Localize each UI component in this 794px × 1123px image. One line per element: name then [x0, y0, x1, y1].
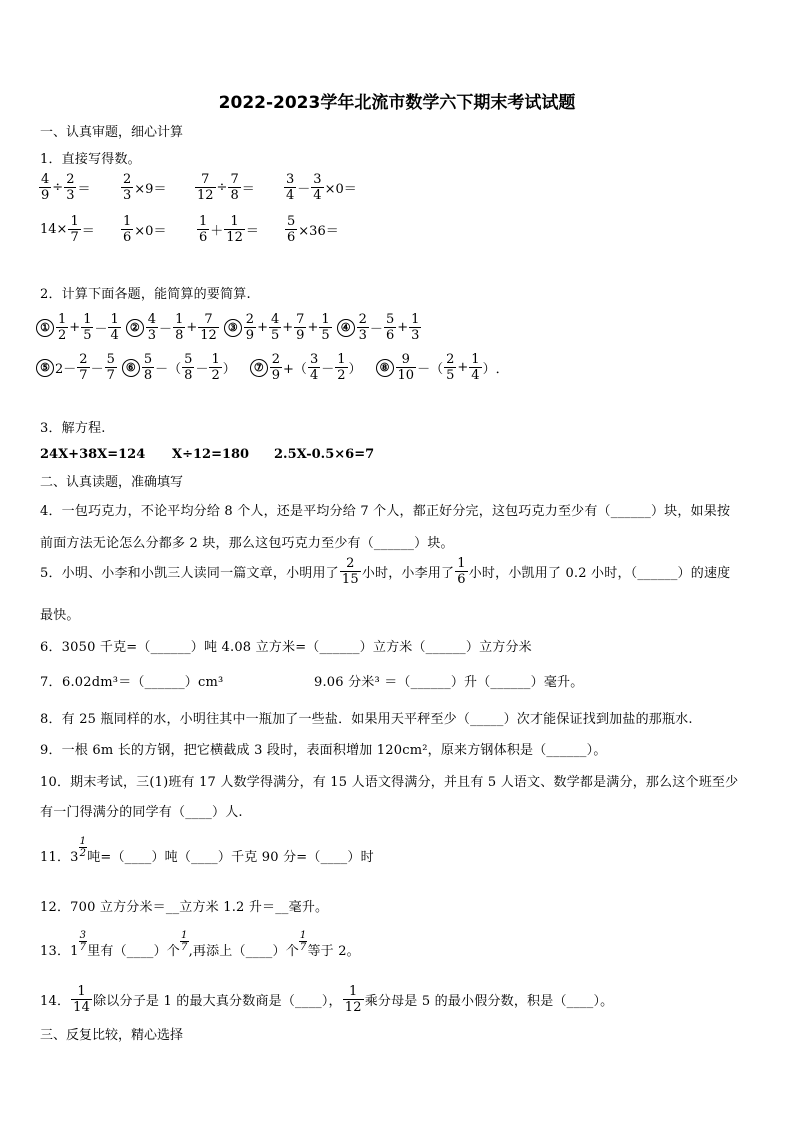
- q2-row-2: ⑤ 2－ $\frac{2}{7}$ － $\frac{5}{7}$ ⑥ $\frac{5}{8}$ －（ $\frac{5}{8}$ － $\frac{1}{2}$ ） ⑦ $\frac{2}{9}$ +（ $\frac{3}{4}$ － $\frac{1}{2}$ ） ⑧ $\frac{9}{10}$ －（ $\frac{2}{5}$ + $\frac{1}{4}$ ） ．: [36, 352, 509, 383]
- section-1-heading: 一、认真审题，细心计算: [40, 125, 184, 140]
- question-2-label: 2．计算下面各题，能简算的要简算.: [40, 287, 251, 302]
- fraction: $\frac{1}{6}$: [199, 214, 208, 245]
- question-10-line-2: 有一门得满分的同学有（____）人.: [40, 805, 243, 820]
- page-title: 2022-2023学年北流市数学六下期末考试试题: [218, 93, 576, 113]
- item-marker-1: ①: [36, 319, 54, 337]
- q1-row-2-item-2: $\frac{1}{6}$ ×0＝: [123, 214, 167, 245]
- question-1-label: 1．直接写得数。: [40, 152, 141, 167]
- q2-row-1: ① $\frac{1}{2}$ + $\frac{1}{5}$ － $\frac{1}{4}$ ② $\frac{4}{3}$ － $\frac{1}{8}$ + $\frac{7}{12}$ ③ $\frac{2}{9}$ + $\frac{4}{5}$ + $\frac{7}{9}$ + $\frac{1}{5}$ ④ $\frac{2}{3}$ － $\frac{5}{6}$ + $\frac{1}{3}$: [36, 312, 422, 343]
- section-2-heading: 二、认真读题，准确填写: [40, 475, 184, 490]
- q1-row-2-item-3: $\frac{1}{6}$ ＋ $\frac{1}{12}$ ＝: [199, 214, 259, 245]
- question-7-part-1: 6.02dm³＝（______）cm³: [62, 675, 224, 690]
- question-3-label: 3．解方程.: [40, 421, 106, 436]
- q1-row-1-item-2: $\frac{2}{3}$ ×9＝: [123, 172, 167, 203]
- fraction: $\frac{1}{14}$: [73, 984, 91, 1015]
- question-5-line-2: 最快。: [40, 608, 80, 623]
- question-10-line-1: 10．期末考试，三(1)班有 17 人数学得满分，有 15 人语文得满分，并且有 5 人语文、数学都是满分，那么这个班至少: [40, 775, 739, 790]
- fraction: $\frac{3}{7}$: [79, 930, 87, 953]
- fraction: $\frac{4}{9}$: [41, 172, 50, 203]
- fraction: $\frac{2}{3}$: [123, 172, 132, 203]
- fraction: $\frac{1}{12}$: [226, 214, 243, 245]
- q1-row-1: $\frac{4}{9}$ ÷ $\frac{2}{3}$ ＝: [41, 172, 91, 203]
- equation-2: X÷12=180: [172, 447, 250, 462]
- question-14: 14． $\frac{1}{14}$ 除以分子是 1 的最大真分数商是（____）， $\frac{1}{12}$ 乘分母是 5 的最小假分数，积是（____）。: [40, 984, 614, 1015]
- fraction: $\frac{7}{12}$: [197, 172, 214, 203]
- item-marker-5: ⑤: [36, 359, 54, 377]
- question-4-line-1: 4．一包巧克力，不论平均分给 8 个人，还是平均分给 7 个人，都正好分完，这包巧克力至少有（______）块，如果按: [40, 504, 731, 519]
- fraction: $\frac{1}{7}$: [181, 930, 188, 953]
- question-7-number: 7．: [40, 675, 62, 690]
- fraction: $\frac{1}{2}$: [79, 836, 87, 859]
- fraction: $\frac{1}{6}$: [457, 556, 466, 587]
- item-marker-7: ⑦: [250, 359, 268, 377]
- q1-row-1-item-4: $\frac{3}{4}$ － $\frac{3}{4}$ ×0＝: [286, 172, 357, 203]
- fraction: $\frac{2}{15}$: [341, 556, 359, 587]
- question-9: 9．一根 6m 长的方钢，把它横截成 3 段时，表面积增加 120cm²，原来方钢体积是（______）。: [40, 743, 607, 758]
- question-4-line-2: 前面方法无论怎么分都多 2 块，那么这包巧克力至少有（______）块。: [40, 536, 454, 551]
- fraction: $\frac{2}{3}$: [66, 172, 75, 203]
- question-11: 11．3 $\frac{1}{2}$ 吨=（____）吨（____）千克 90 分=（____）时: [40, 836, 374, 865]
- item-marker-3: ③: [224, 319, 242, 337]
- fraction: $\frac{1}{7}$: [299, 930, 307, 953]
- question-12: 12．700 立方分米＝__立方米 1.2 升＝__毫升。: [40, 900, 329, 915]
- item-marker-2: ②: [126, 319, 144, 337]
- question-6: 6．3050 千克=（______）吨 4.08 立方米=（______）立方米（______）立方分米: [40, 640, 532, 655]
- question-7-part-2: 9.06 分米³ ＝（______）升（______）毫升。: [314, 675, 584, 690]
- equation-3: 2.5X-0.5×6=7: [274, 447, 375, 462]
- question-8: 8．有 25 瓶同样的水，小明往其中一瓶加了一些盐．如果用天平秤至少（_____）次才能保证找到加盐的那瓶水.: [40, 712, 693, 727]
- section-3-heading: 三、反复比较，精心选择: [40, 1028, 184, 1043]
- q1-row-2-item-4: $\frac{5}{6}$ ×36＝: [287, 214, 339, 245]
- item-marker-4: ④: [337, 319, 355, 337]
- question-13: 13．1 $\frac{3}{7}$ 里有（____）个 $\frac{1}{7}$ ,再添上（____）个 $\frac{1}{7}$ 等于 2。: [40, 930, 360, 959]
- q1-row-1-item-3: $\frac{7}{12}$ ÷ $\frac{7}{8}$ ＝: [197, 172, 255, 203]
- equation-1: 24X+38X=124: [40, 447, 146, 462]
- q1-row-2-item-1: 14× $\frac{1}{7}$ ＝: [40, 214, 95, 245]
- fraction: $\frac{1}{7}$: [70, 214, 79, 245]
- fraction: $\frac{1}{12}$: [344, 984, 362, 1015]
- fraction: $\frac{3}{4}$: [313, 172, 322, 203]
- fraction: $\frac{1}{6}$: [123, 214, 132, 245]
- item-marker-6: ⑥: [122, 359, 140, 377]
- question-5-line-1: 5．小明、小李和小凯三人读同一篇文章，小明用了 $\frac{2}{15}$ 小时，小李用了 $\frac{1}{6}$ 小时，小凯用了 0.2 小时，（______）的速度: [40, 556, 731, 587]
- item-marker-8: ⑧: [376, 359, 394, 377]
- fraction: $\frac{7}{8}$: [230, 172, 239, 203]
- fraction: $\frac{5}{6}$: [287, 214, 296, 245]
- fraction: $\frac{3}{4}$: [286, 172, 295, 203]
